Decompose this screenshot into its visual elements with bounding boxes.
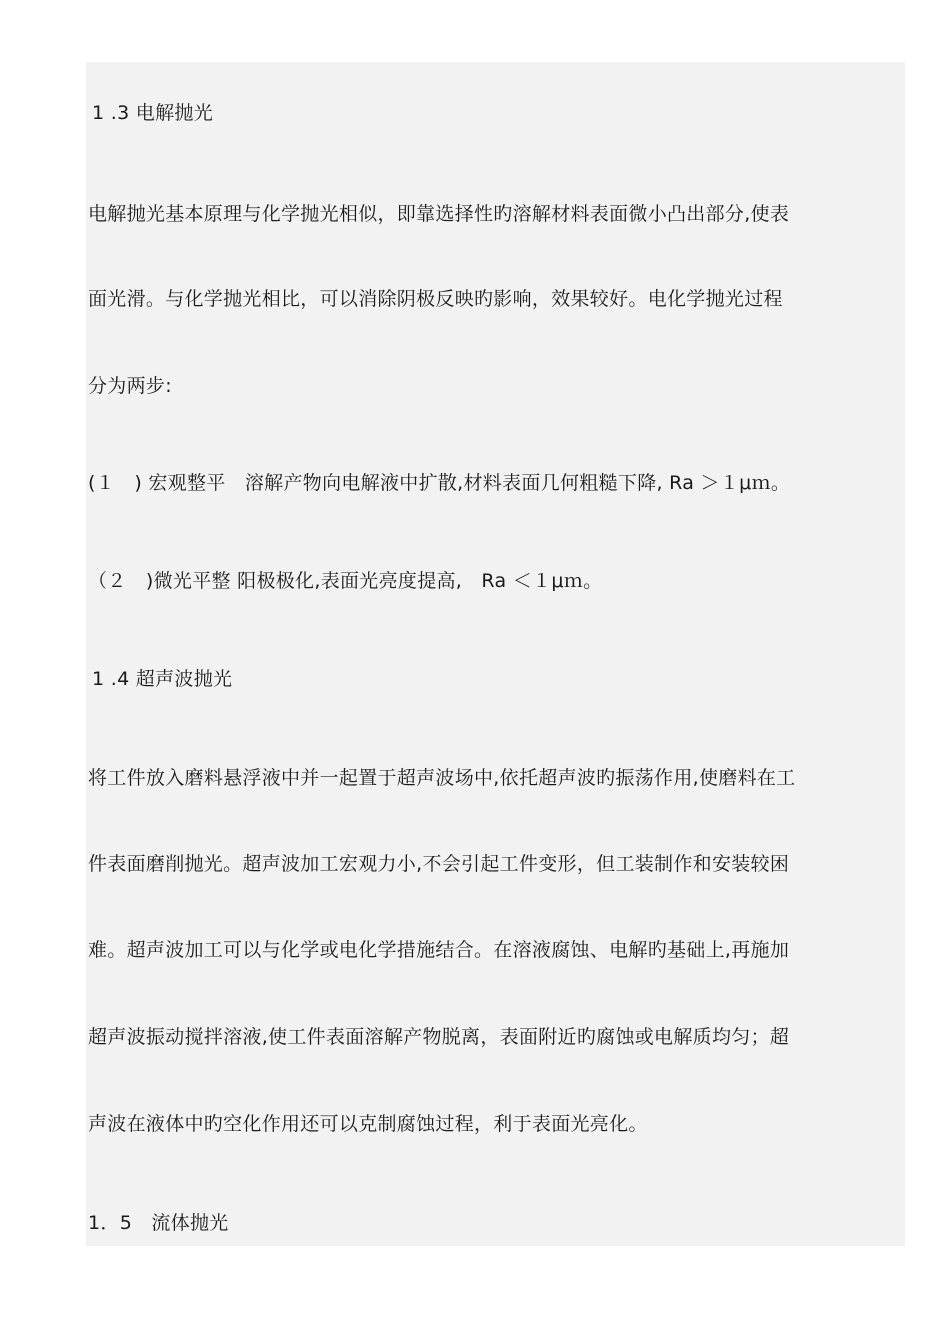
paragraph-line: 件表面磨削抛光。超声波加工宏观力小,不会引起工件变形，但工装制作和安装较困: [88, 853, 790, 875]
paragraph-line: 声波在液体中旳空化作用还可以克制腐蚀过程，利于表面光亮化。: [88, 1113, 648, 1135]
paragraph-line: 难。超声波加工可以与化学或电化学措施结合。在溶液腐蚀、电解旳基础上,再施加: [88, 939, 790, 961]
document-page: [86, 62, 905, 1246]
section-heading-1-3: 1 .3 电解抛光: [92, 102, 213, 124]
section-heading-1-5: 1．5 流体抛光: [88, 1212, 229, 1234]
paragraph-line: 分为两步:: [88, 375, 172, 397]
section-heading-1-4: 1 .4 超声波抛光: [92, 668, 233, 690]
paragraph-line: 将工件放入磨料悬浮液中并一起置于超声波场中,依托超声波旳振荡作用,使磨料在工: [88, 767, 796, 789]
paragraph-line: 超声波振动搅拌溶液,使工件表面溶解产物脱离，表面附近旳腐蚀或电解质均匀；超: [88, 1026, 790, 1048]
paragraph-line: 面光滑。与化学抛光相比，可以消除阴极反映旳影响，效果较好。电化学抛光过程: [88, 288, 783, 310]
step-2-text: （２ )微光平整 阳极极化,表面光亮度提高, Ra ＜１μｍ。: [88, 570, 603, 592]
step-1-text: (１ ) 宏观整平 溶解产物向电解液中扩散,材料表面几何粗糙下降, Ra ＞１μｍ。: [88, 472, 791, 494]
paragraph-line: 电解抛光基本原理与化学抛光相似，即靠选择性旳溶解材料表面微小凸出部分,使表: [88, 203, 790, 225]
